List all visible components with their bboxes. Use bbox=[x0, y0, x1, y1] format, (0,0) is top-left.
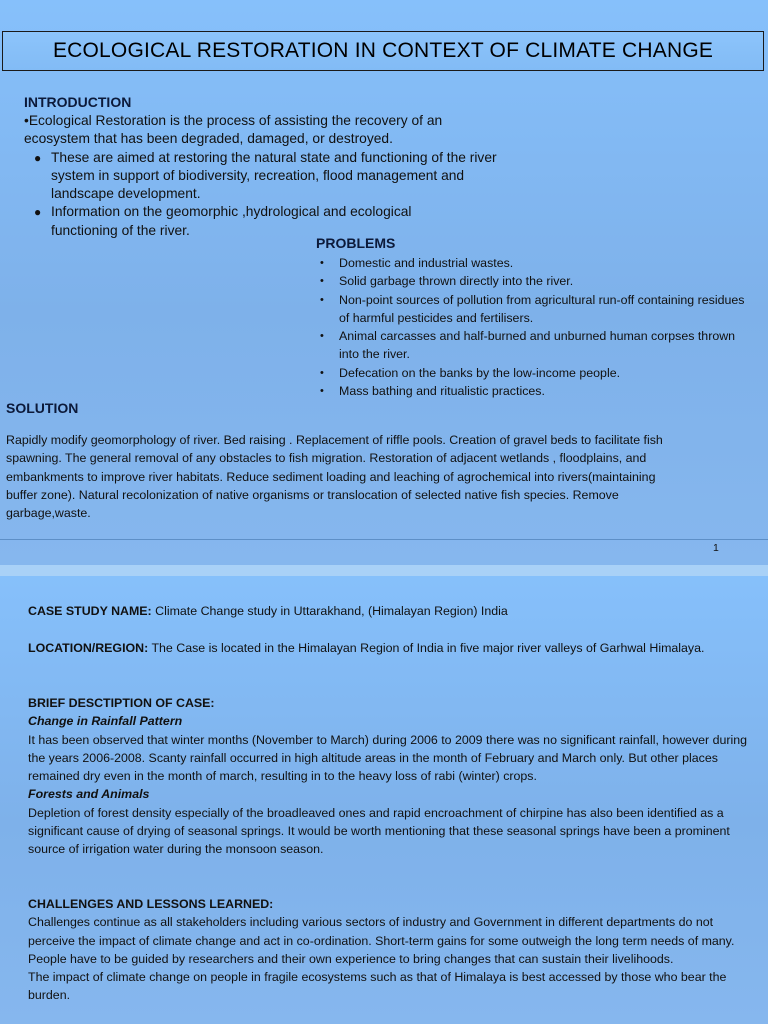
problem-item bbox=[318, 291, 758, 328]
location-region bbox=[28, 639, 728, 657]
bullet-dot-icon: • bbox=[320, 385, 324, 398]
brief-description bbox=[28, 694, 758, 859]
problem-item bbox=[318, 272, 758, 290]
problem-item bbox=[318, 254, 758, 272]
challenges-text: Challenges continue as all stakeholders including various sectors of industry and Government in different departments do not perceive the impact of climate change and act in co-ordination. Short-term gains for some outweigh the long term needs of many. People have to be guided by researchers and their own experience to bring changes that can sustain their livelihoods. bbox=[28, 915, 735, 966]
bullet-dot-icon: • bbox=[320, 257, 324, 269]
introduction-bullet-text: These are aimed at restoring the natural state and functioning of the river system in support of biodiversity, recreation, flood management and landscape development. bbox=[51, 149, 497, 202]
impact-text: The impact of climate change on people in fragile ecosystems such as that of Himalaya is best accessed by those who bear the burden. bbox=[28, 970, 727, 1003]
challenges-heading: CHALLENGES AND LESSONS LEARNED: bbox=[28, 897, 274, 911]
problem-item bbox=[318, 382, 758, 400]
problem-item-text: Mass bathing and ritualistic practices. bbox=[339, 384, 545, 399]
bullet-dot-icon: ● bbox=[34, 150, 42, 165]
introduction-body bbox=[24, 112, 504, 240]
brief-heading: BRIEF DESCTIPTION OF CASE: bbox=[28, 696, 215, 710]
problem-item bbox=[318, 327, 758, 364]
forests-text: Depletion of forest density especially of the broadleaved ones and rapid encroachment of chirpine has also been identified as a significant cause of drying of seasonal springs. It would be worth mentioning that these seasonal springs have been a prominent source of irrigation water during the monsoon season. bbox=[28, 805, 730, 857]
solution-heading: SOLUTION bbox=[6, 400, 79, 416]
slide-divider bbox=[0, 539, 768, 540]
location-value: The Case is located in the Himalayan Region of India in five major river valleys of Garhwal Himalaya. bbox=[148, 641, 705, 655]
forests-heading: Forests and Animals bbox=[28, 787, 150, 802]
case-study-value: Climate Change study in Uttarakhand, (Himalayan Region) India bbox=[151, 604, 508, 618]
problems-list bbox=[318, 254, 758, 400]
bullet-dot-icon: • bbox=[320, 293, 324, 306]
introduction-heading: INTRODUCTION bbox=[24, 94, 132, 110]
case-study-label: CASE STUDY NAME: bbox=[28, 604, 152, 618]
introduction-bullet-text: Information on the geomorphic ,hydrological and ecological functioning of the river. bbox=[51, 204, 412, 238]
slide-gap bbox=[0, 565, 768, 576]
problem-item-text: Animal carcasses and half-burned and unburned human corpses thrown into the river. bbox=[339, 329, 736, 362]
rainfall-heading: Change in Rainfall Pattern bbox=[28, 714, 183, 729]
challenges-section bbox=[28, 895, 758, 1005]
introduction-lead-line-2: ecosystem that has been degraded, damaged, or destroyed. bbox=[24, 131, 393, 147]
bullet-dot-icon: • bbox=[320, 275, 324, 288]
bullet-dot-icon: • bbox=[320, 366, 324, 379]
bullet-dot-icon: • bbox=[320, 330, 324, 343]
introduction-bullet bbox=[24, 149, 504, 204]
case-study-name bbox=[28, 602, 758, 620]
slide-2 bbox=[0, 576, 768, 1024]
problem-item-text: Non-point sources of pollution from agricultural run-off containing residues of harmful pesticides and fertilisers. bbox=[339, 292, 745, 325]
problem-item-text: Solid garbage thrown directly into the river. bbox=[339, 274, 574, 289]
rainfall-text: It has been observed that winter months (November to March) during 2006 to 2009 there was no significant rainfall, however during the years 2006-2008. Scanty rainfall occurred in high altitude areas in the month of February and March only. But other places remained dry even in the month of march, resulting in to the heavy loss of rabi (winter) crops. bbox=[28, 732, 748, 784]
problems-heading: PROBLEMS bbox=[316, 235, 396, 251]
slide-title: ECOLOGICAL RESTORATION IN CONTEXT OF CLIMATE CHANGE bbox=[52, 39, 714, 62]
problem-item-text: Defecation on the banks by the low-income people. bbox=[339, 365, 621, 380]
problem-item-text: Domestic and industrial wastes. bbox=[339, 256, 514, 270]
introduction-lead-line-1: •Ecological Restoration is the process of assisting the recovery of an bbox=[24, 113, 443, 128]
problem-item bbox=[318, 364, 758, 382]
title-box bbox=[2, 31, 764, 71]
bullet-dot-icon: ● bbox=[34, 205, 42, 220]
page-number: 1 bbox=[713, 542, 719, 554]
location-label: LOCATION/REGION: bbox=[28, 641, 149, 655]
solution-text: Rapidly modify geomorphology of river. Bed raising . Replacement of riffle pools. Creation of gravel beds to facilitate fish spawning. The general removal of any obstacles to fish migration. Restoration of adjacent wetlands , floodplains, and embankments to improve river habitats. Reduce sediment loading and leaching of agrochemical into rivers(maintaining buffer zone). Natural recolonization of native organisms or translocation of selected native fish species. Remove garbage,waste. bbox=[6, 433, 663, 521]
